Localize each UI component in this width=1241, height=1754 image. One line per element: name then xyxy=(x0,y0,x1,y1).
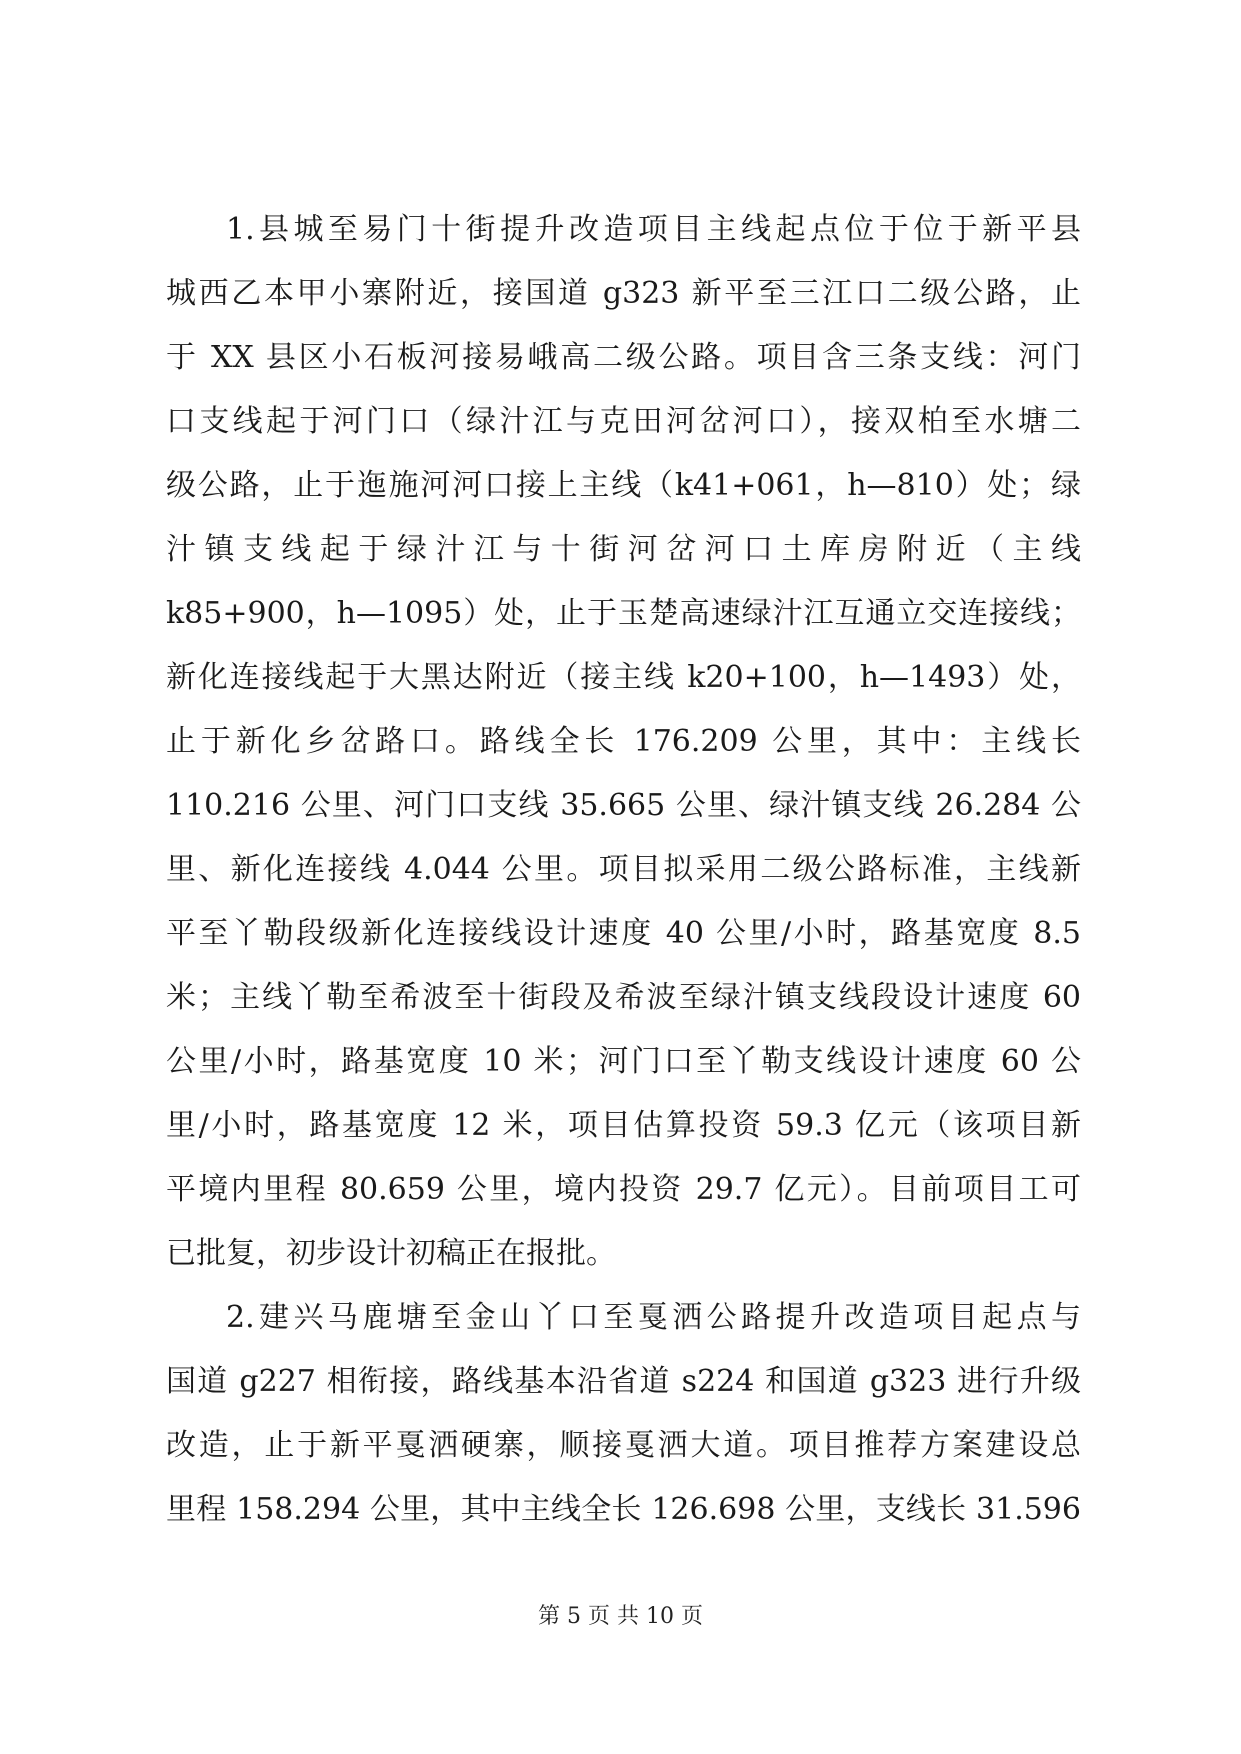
paragraph-line: 里/小时，路基宽度 12 米，项目估算投资 59.3 亿元（该项目新 xyxy=(166,1108,1081,1143)
paragraph-line: k85+900，h—1095）处，止于玉楚高速绿汁江互通立交连接线； xyxy=(166,596,1081,631)
paragraph-2 xyxy=(166,1286,1081,1542)
paragraph-line: 止于新化乡岔路口。路线全长 176.209 公里，其中：主线长 xyxy=(166,724,1081,759)
paragraph-line: 平境内里程 80.659 公里，境内投资 29.7 亿元）。目前项目工可 xyxy=(166,1172,1081,1207)
paragraph-line: 口支线起于河门口（绿汁江与克田河岔河口），接双柏至水塘二 xyxy=(166,404,1081,439)
paragraph-line: 汁镇支线起于绿汁江与十街河岔河口土库房附近（主线 xyxy=(166,532,1081,567)
paragraph-line: 改造，止于新平戛洒硬寨，顺接戛洒大道。项目推荐方案建设总 xyxy=(166,1428,1081,1463)
paragraph-line: 米；主线丫勒至希波至十街段及希波至绿汁镇支线段设计速度 60 xyxy=(166,980,1081,1015)
paragraph-line: 级公路，止于迤施河河口接上主线（k41+061，h—810）处；绿 xyxy=(166,468,1081,503)
page-footer xyxy=(0,1602,1241,1632)
paragraph-line: 2.建兴马鹿塘至金山丫口至戛洒公路提升改造项目起点与 xyxy=(226,1300,1081,1335)
paragraph-line: 110.216 公里、河门口支线 35.665 公里、绿汁镇支线 26.284 公 xyxy=(166,788,1081,823)
paragraph-line: 新化连接线起于大黑达附近（接主线 k20+100，h—1493）处， xyxy=(166,660,1081,695)
paragraph-line: 里程 158.294 公里，其中主线全长 126.698 公里，支线长 31.596 xyxy=(166,1492,1081,1527)
paragraph-1 xyxy=(166,198,1081,1286)
paragraph-line: 国道 g227 相衔接，路线基本沿省道 s224 和国道 g323 进行升级 xyxy=(166,1364,1081,1399)
paragraph-line: 已批复，初步设计初稿正在报批。 xyxy=(166,1236,616,1271)
paragraph-line: 1.县城至易门十街提升改造项目主线起点位于位于新平县 xyxy=(226,212,1081,247)
paragraph-line: 公里/小时，路基宽度 10 米；河门口至丫勒支线设计速度 60 公 xyxy=(166,1044,1081,1079)
paragraph-line: 平至丫勒段级新化连接线设计速度 40 公里/小时，路基宽度 8.5 xyxy=(166,916,1081,951)
page-number: 第 5 页 共 10 页 xyxy=(538,1604,703,1629)
paragraph-line: 里、新化连接线 4.044 公里。项目拟采用二级公路标准，主线新 xyxy=(166,852,1081,887)
paragraph-line: 于 XX 县区小石板河接易峨高二级公路。项目含三条支线：河门 xyxy=(166,340,1081,375)
paragraph-line: 城西乙本甲小寨附近，接国道 g323 新平至三江口二级公路，止 xyxy=(166,276,1081,311)
